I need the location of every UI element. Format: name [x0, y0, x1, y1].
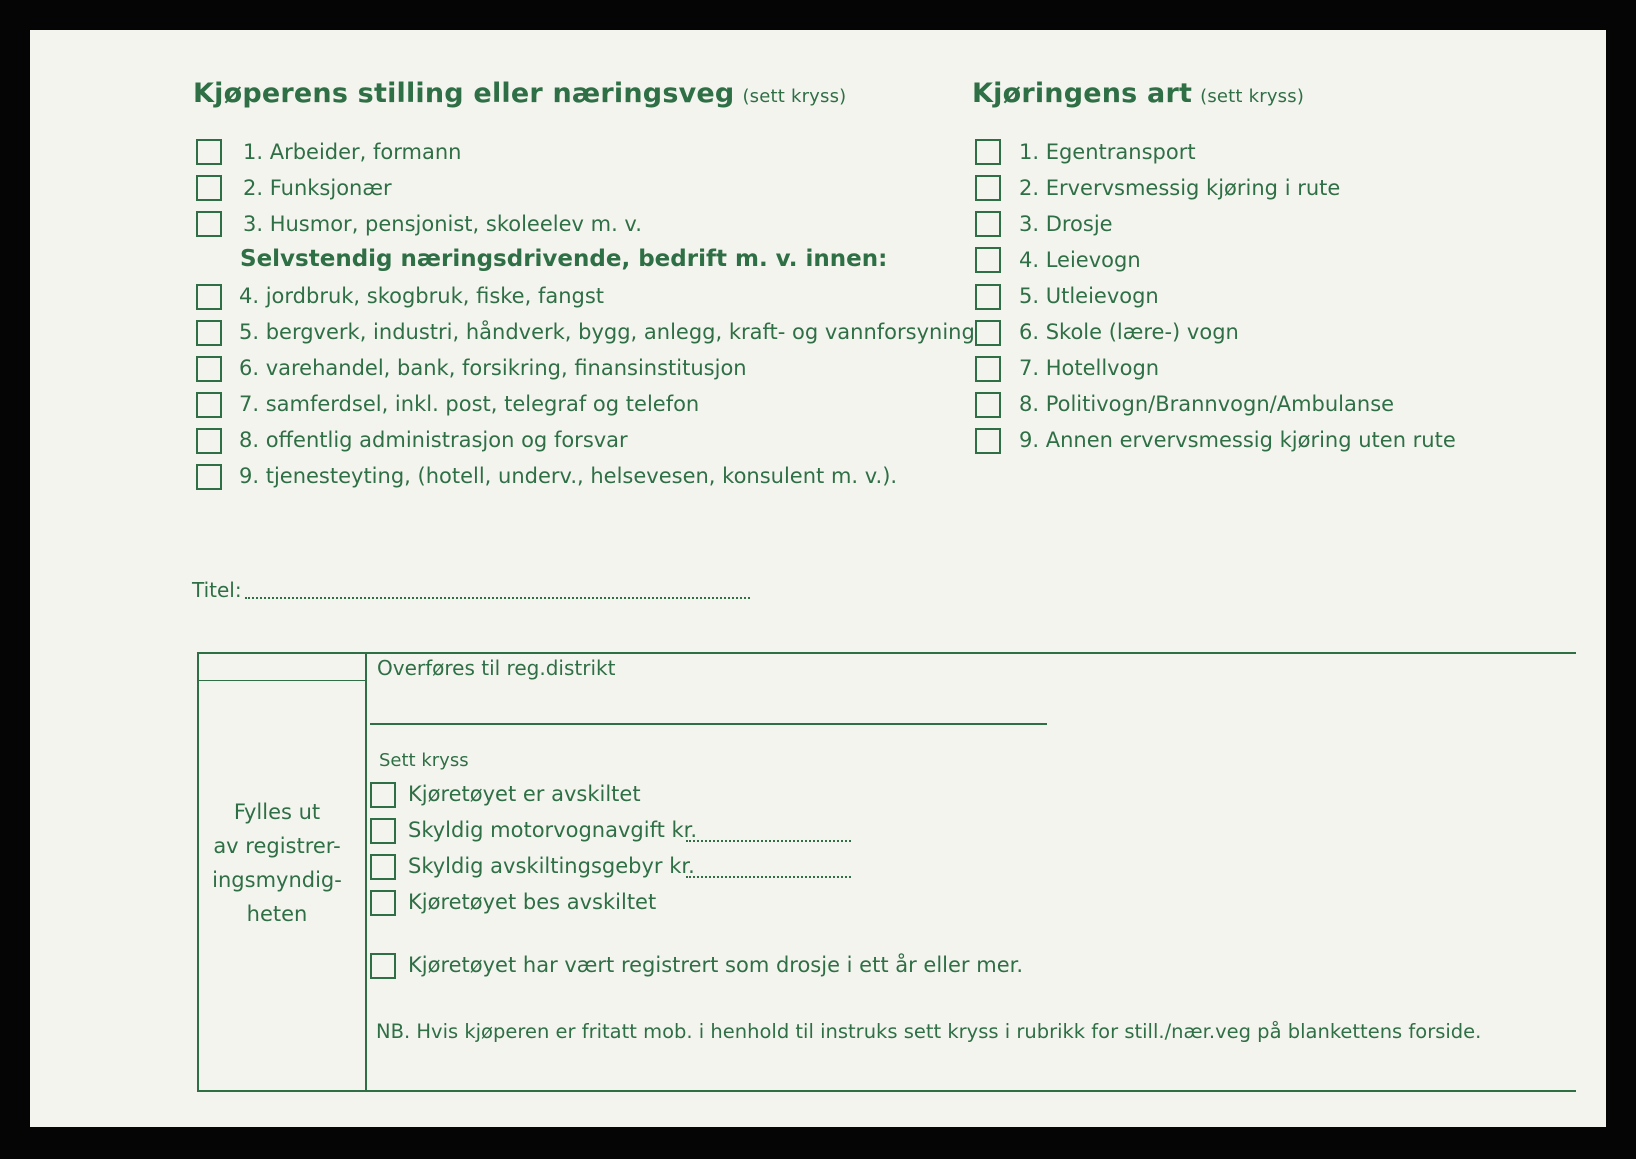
- occupation-option-3: 3. Husmor, pensjonist, skoleelev m. v.: [243, 212, 642, 236]
- driving-option-4: 4. Leievogn: [1019, 248, 1141, 272]
- driving-option-1: 1. Egentransport: [1019, 140, 1196, 164]
- checkbox-occupation-9[interactable]: [196, 464, 222, 490]
- registry-side-rule: [197, 680, 365, 681]
- checkbox-driving-3[interactable]: [975, 211, 1001, 237]
- registry-side-label: [202, 795, 352, 931]
- checkbox-occupation-7[interactable]: [196, 392, 222, 418]
- checkbox-driving-2[interactable]: [975, 175, 1001, 201]
- checkbox-bes-avskiltet[interactable]: [370, 890, 396, 916]
- checkbox-driving-9[interactable]: [975, 428, 1001, 454]
- transfer-district-input[interactable]: [370, 723, 1047, 725]
- checkbox-occupation-1[interactable]: [196, 139, 222, 165]
- self-employed-subheading: Selvstendig næringsdrivende, bedrift m. v. innen:: [240, 246, 888, 272]
- side-label-line-1: Fylles ut: [233, 800, 321, 824]
- occupation-option-6: 6. varehandel, bank, forsikring, finansinstitusjon: [239, 356, 747, 380]
- side-label-line-2: av registrer-: [213, 834, 341, 858]
- occupation-option-4: 4. jordbruk, skogbruk, fiske, fangst: [239, 284, 605, 308]
- side-label-line-3: ingsmyndig-: [212, 868, 342, 892]
- checkbox-avskiltet[interactable]: [370, 782, 396, 808]
- checkbox-occupation-5[interactable]: [196, 320, 222, 346]
- registry-divider: [365, 652, 367, 1092]
- occupation-option-2: 2. Funksjonær: [243, 176, 392, 200]
- check-avskiltet-label: Kjøretøyet er avskiltet: [408, 782, 641, 806]
- motorvognavgift-amount-input[interactable]: [686, 840, 851, 842]
- checkbox-driving-5[interactable]: [975, 284, 1001, 310]
- check-motorvognavgift-label: Skyldig motorvognavgift kr.: [408, 818, 698, 842]
- checkbox-occupation-6[interactable]: [196, 356, 222, 382]
- form-sheet: [30, 30, 1606, 1127]
- sett-kryss-label: Sett kryss: [379, 750, 469, 771]
- driving-option-5: 5. Utleievogn: [1019, 284, 1159, 308]
- nb-note: NB. Hvis kjøperen er fritatt mob. i henhold til instruks sett kryss i rubrikk for still./nær.veg på blankettens forside.: [376, 1020, 1482, 1043]
- checkbox-driving-1[interactable]: [975, 139, 1001, 165]
- checkbox-driving-6[interactable]: [975, 320, 1001, 346]
- driving-option-3: 3. Drosje: [1019, 212, 1113, 236]
- driving-option-2: 2. Ervervsmessig kjøring i rute: [1019, 176, 1341, 200]
- checkbox-avskiltingsgebyr[interactable]: [370, 854, 396, 880]
- occupation-option-8: 8. offentlig administrasjon og forsvar: [239, 428, 628, 452]
- checkbox-drosje-registered[interactable]: [370, 953, 396, 979]
- checkbox-driving-7[interactable]: [975, 356, 1001, 382]
- driving-option-7: 7. Hotellvogn: [1019, 356, 1160, 380]
- checkbox-occupation-3[interactable]: [196, 211, 222, 237]
- checkbox-driving-4[interactable]: [975, 247, 1001, 273]
- checkbox-driving-8[interactable]: [975, 392, 1001, 418]
- checkbox-occupation-4[interactable]: [196, 284, 222, 310]
- side-label-line-4: heten: [246, 902, 308, 926]
- registry-left-border: [197, 652, 199, 1092]
- drosje-registered-label: Kjøretøyet har vært registrert som drosje i ett år eller mer.: [408, 953, 1023, 977]
- driving-type-title: Kjøringens art: [972, 78, 1193, 109]
- buyer-occupation-title: Kjøperens stilling eller næringsveg: [193, 78, 735, 109]
- occupation-option-9: 9. tjenesteyting, (hotell, underv., helsevesen, konsulent m. v.).: [239, 464, 898, 488]
- driving-type-heading: [972, 78, 1304, 109]
- titel-label: Titel:: [192, 578, 242, 602]
- check-avskiltingsgebyr-label: Skyldig avskiltingsgebyr kr.: [408, 854, 695, 878]
- check-bes-avskiltet-label: Kjøretøyet bes avskiltet: [408, 890, 657, 914]
- checkbox-occupation-8[interactable]: [196, 428, 222, 454]
- occupation-option-5: 5. bergverk, industri, håndverk, bygg, anlegg, kraft- og vannforsyning: [239, 320, 975, 344]
- driving-option-9: 9. Annen ervervsmessig kjøring uten rute: [1019, 428, 1456, 452]
- buyer-occupation-hint: (sett kryss): [742, 86, 847, 107]
- driving-option-8: 8. Politivogn/Brannvogn/Ambulanse: [1019, 392, 1395, 416]
- driving-option-6: 6. Skole (lære-) vogn: [1019, 320, 1239, 344]
- buyer-occupation-heading: [193, 78, 846, 109]
- checkbox-occupation-2[interactable]: [196, 175, 222, 201]
- checkbox-motorvognavgift[interactable]: [370, 818, 396, 844]
- driving-type-hint: (sett kryss): [1200, 86, 1305, 107]
- registry-top-border: [197, 652, 1576, 654]
- occupation-option-7: 7. samferdsel, inkl. post, telegraf og telefon: [239, 392, 700, 416]
- avskiltingsgebyr-amount-input[interactable]: [686, 876, 851, 878]
- occupation-option-1: 1. Arbeider, formann: [243, 140, 462, 164]
- transfer-label: Overføres til reg.distrikt: [377, 656, 616, 680]
- registry-bottom-border: [197, 1090, 1576, 1092]
- titel-input[interactable]: [245, 597, 750, 599]
